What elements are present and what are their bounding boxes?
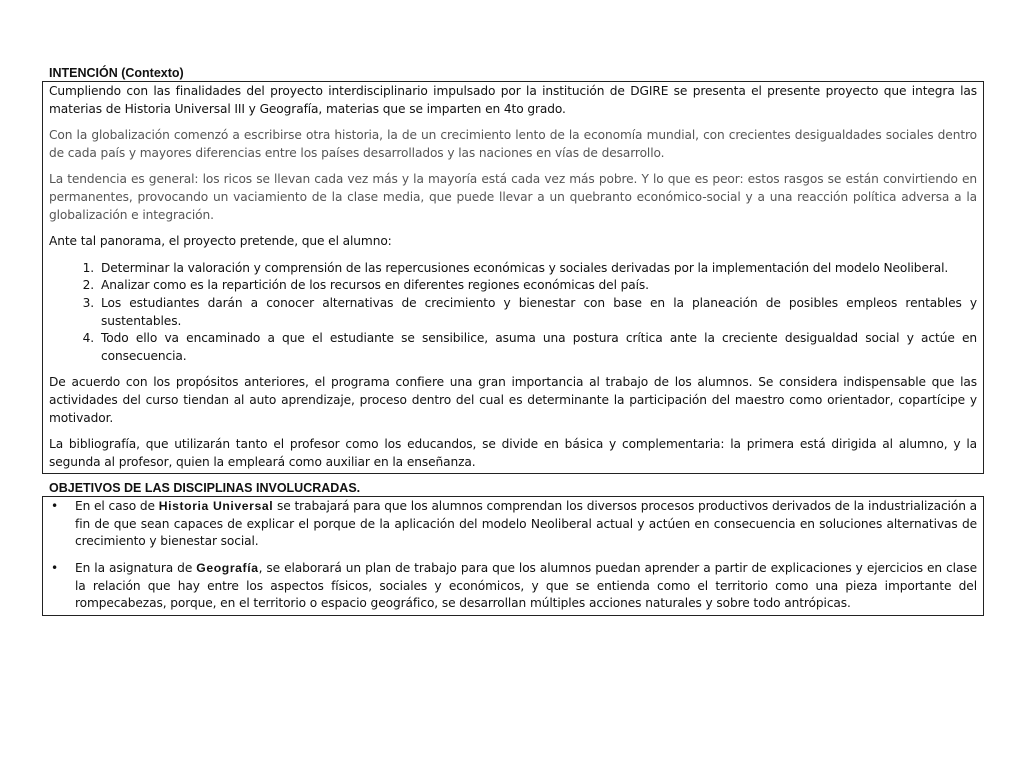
bullet-icon: • <box>51 499 59 514</box>
list-item <box>49 260 977 278</box>
subject-historia-universal: Historia Universal <box>158 499 274 514</box>
intencion-paragraph-6: La bibliografía, que utilizarán tanto el profesor como los educandos, se divide en básica y complementaria: la primera está dirigida al alumno, y la segunda al profesor, quien la empleará como auxiliar en la enseñanza. <box>49 437 977 469</box>
list-item <box>49 277 977 295</box>
intencion-paragraph-2: Con la globalización comenzó a escribirse otra historia, la de un crecimiento lento de la economía mundial, con crecientes desigualdades sociales dentro de cada país y mayores diferencias entre los países desarrollados y las naciones en vías de desarrollo. <box>49 128 977 160</box>
bullet-item-historia <box>49 498 977 551</box>
list-item-text: Todo ello va encaminado a que el estudiante se sensibilice, asuma una postura crítica ante la creciente desigualdad social y actúe en consecuencia. <box>101 331 977 363</box>
objetivos-heading: OBJETIVOS DE LAS DISCIPLINAS INVOLUCRADAS. <box>49 481 361 496</box>
bullet-text-pre: En la asignatura de <box>75 561 197 576</box>
list-item-number: 4. <box>82 331 94 346</box>
list-item-text: Los estudiantes darán a conocer alternativas de crecimiento y bienestar con base en la planeación de posibles empleos rentables y sustentables. <box>101 295 977 328</box>
bullet-text-post: se trabajará para que los alumnos comprendan los diversos procesos productivos derivados de la industrialización a fin de que sean capaces de explicar el porque de la aplicación del modelo Neoliberal actual y actúen en consecuencia en soluciones alternativas de crecimiento y bienestar social. <box>75 499 977 549</box>
bullet-text-post: , se elaborará un plan de trabajo para que los alumnos puedan aprender a partir de explicaciones y ejercicios en clase la relación que hay entre los aspectos físicos, sociales y económicos, y que se entienda como el territorio como una pieza importante del rompecabezas, porque, en el territorio o espacio geográfico, se desarrollan múltiples acciones naturales y sobre todo antrópicas. <box>75 561 977 611</box>
list-item-text: Determinar la valoración y comprensión de las repercusiones económicas y sociales derivadas por la implementación del modelo Neoliberal. <box>101 260 949 275</box>
intencion-paragraph-3: La tendencia es general: los ricos se llevan cada vez más y la mayoría está cada vez más pobre. Y lo que es peor: estos rasgos se están convirtiendo en permanentes, provocando un vaciamiento de la clase media, que puede llevar a un quebranto económico-social y a una reacción política adversa a la globalización e integración. <box>49 172 977 222</box>
objectives-numbered-list <box>49 260 977 366</box>
bullet-text-pre: En el caso de <box>75 499 159 514</box>
list-item-text: Analizar como es la repartición de los recursos en diferentes regiones económicas del país. <box>101 278 649 293</box>
list-item-number: 1. <box>82 260 94 275</box>
list-item <box>49 295 977 330</box>
subject-geografia: Geografía <box>196 561 259 576</box>
intencion-paragraph-1: Cumpliendo con las finalidades del proyecto interdisciplinario impulsado por la institución de DGIRE se presenta el presente proyecto que integra las materias de Historia Universal III y Geografía, materias que se imparten en 4to grado. <box>49 84 977 116</box>
bullet-text <box>75 560 977 613</box>
list-item <box>49 330 977 365</box>
intencion-heading: INTENCIÓN (Contexto) <box>49 66 184 80</box>
intencion-box <box>42 81 984 474</box>
intencion-paragraph-4: Ante tal panorama, el proyecto pretende, que el alumno: <box>49 234 392 249</box>
bullet-item-geografia <box>49 560 977 613</box>
objetivos-box <box>42 496 984 616</box>
bullet-text <box>75 498 977 551</box>
document-page <box>42 66 984 616</box>
list-item-number: 3. <box>82 295 94 310</box>
intencion-paragraph-5: De acuerdo con los propósitos anteriores, el programa confiere una gran importancia al trabajo de los alumnos. Se considera indispensable que las actividades del curso tiendan al auto aprendizaje, proceso dentro del cual es determinante la participación del maestro como orientador, copartícipe y motivador. <box>49 375 977 425</box>
list-item-number: 2. <box>82 278 94 293</box>
bullet-icon: • <box>51 561 59 576</box>
